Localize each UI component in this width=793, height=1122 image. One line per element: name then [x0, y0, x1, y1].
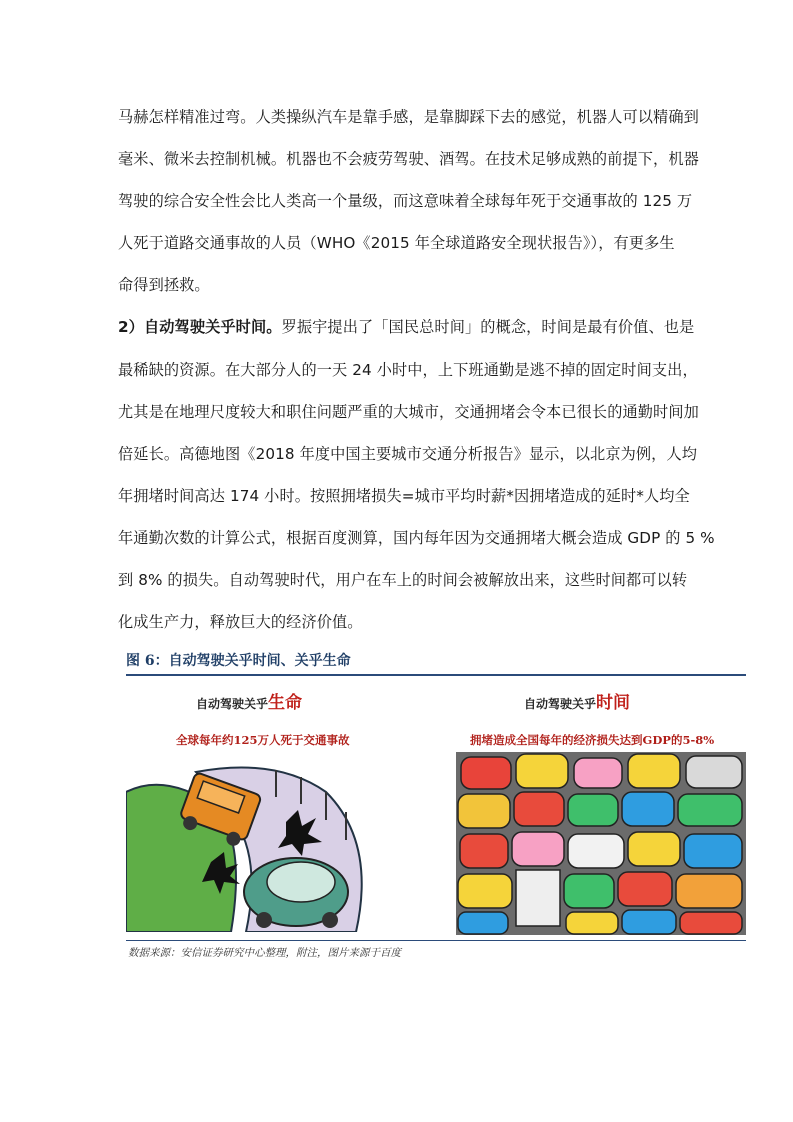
figure-bottom-rule	[126, 940, 746, 941]
left-panel-title	[196, 688, 302, 713]
traffic-jam-illustration	[456, 752, 746, 935]
right-panel-title-highlight: 时间	[596, 693, 631, 713]
paragraph-line: 毫米、微米去控制机械。机器也不会疲劳驾驶、酒驾。在技术足够成熟的前提下，机器	[118, 150, 699, 169]
section-lead-text: 罗振宇提出了「国民总时间」的概念，时间是最有价值、也是	[281, 318, 695, 337]
figure-title: 图 6：自动驾驶关乎时间、关乎生命	[126, 653, 351, 669]
paragraph-line: 化成生产力，释放巨大的经济价值。	[118, 613, 363, 632]
paragraph-line: 马赫怎样精准过弯。人类操纵汽车是靠手感，是靠脚踩下去的感觉，机器人可以精确到	[118, 108, 699, 126]
paragraph-line: 人死于道路交通事故的人员（WHO《2015 年全球道路安全现状报告》），有更多生	[118, 234, 675, 253]
paragraph-line: 最稀缺的资源。在大部分人的一天 24 小时中，上下班通勤是逃不掉的固定时间支出，	[118, 360, 698, 379]
figure-title-rule	[126, 674, 746, 676]
right-panel-caption: 拥堵造成全国每年的经济损失达到GDP的5-8%	[470, 733, 715, 747]
right-panel-title	[524, 688, 630, 713]
paragraph-line: 到 8% 的损失。自动驾驶时代，用户在车上的时间会被解放出来，这些时间都可以转	[118, 571, 688, 590]
left-panel-caption: 全球每年约125万人死于交通事故	[176, 733, 350, 747]
section-heading: 2）自动驾驶关乎时间。	[118, 318, 282, 337]
paragraph-line: 年通勤次数的计算公式，根据百度测算，国内每年因为交通拥堵大概会造成 GDP 的 5 %	[118, 528, 715, 547]
paragraph-line: 倍延长。高德地图《2018 年度中国主要城市交通分析报告》显示，以北京为例，人均	[118, 444, 698, 463]
right-panel-title-prefix: 自动驾驶关乎	[524, 697, 597, 711]
figure-source: 数据来源：安信证券研究中心整理，附注，图片来源于百度	[128, 947, 401, 959]
section-heading-line	[118, 306, 695, 348]
paragraph-line: 驾驶的综合安全性会比人类高一个量级，而这意味着全球每年死于交通事故的 125 万	[118, 192, 693, 211]
car-crash-illustration	[126, 752, 392, 932]
paragraph-line: 命得到拯救。	[118, 276, 210, 295]
paragraph-line: 尤其是在地理尺度较大和职住问题严重的大城市，交通拥堵会令本已很长的通勤时间加	[118, 402, 699, 421]
left-panel-title-highlight: 生命	[268, 693, 303, 713]
paragraph-line: 年拥堵时间高达 174 小时。按照拥堵损失=城市平均时薪*因拥堵造成的延时*人均全	[118, 486, 690, 505]
left-panel-title-prefix: 自动驾驶关乎	[196, 697, 269, 711]
article-body	[118, 96, 715, 643]
